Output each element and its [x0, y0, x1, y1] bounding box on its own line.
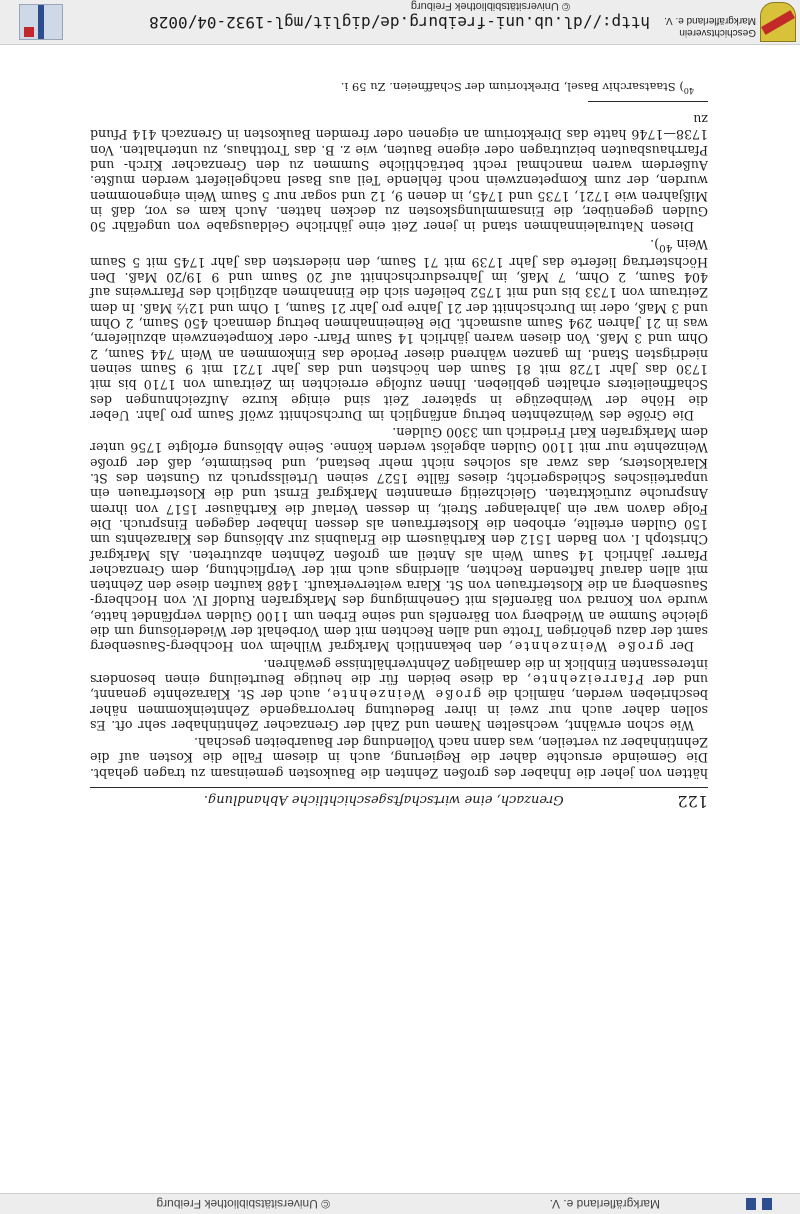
footnote-reference[interactable]: 40	[659, 241, 673, 254]
permalink-url[interactable]: http://dl.ub.uni-freiburg.de/diglit/mgl-1932-04/0028	[149, 13, 650, 32]
society-crest-icon[interactable]	[760, 2, 796, 42]
bottom-logo-icon	[762, 1198, 772, 1210]
running-title: Grenzach, eine wirtschaftsgeschichtliche Abhandlung.	[203, 792, 564, 807]
viewer-top-bar	[0, 0, 800, 45]
society-name: Geschichtsverein Markgräflerland e. V.	[664, 15, 756, 38]
bottom-society-name: Markgräflerland e. V.	[549, 1197, 660, 1211]
bottom-library-credit: © Universitätsbibliothek Freiburg	[156, 1197, 330, 1211]
footnote-divider	[588, 101, 708, 102]
paragraph-5: Diesen Naturaleinnahmen stand in jener Zeit eine jährliche Geldausgabe von ungefähr 50 Gulden gegenüber, die Einsammlungskosten zu decken hatten. Auch kam es vor, daß in Mißjahren wie 1721, 1735 und 1745, in denen 9, 12 und sogar nur 5 Saum Wein eingenommen wurden, der zum Kompetenzwein noch fehlende Teil aus Basel nachgeliefert werden mußte. Außerdem waren manchmal recht beträchtliche Summen zu den Grenzacher Kirch- und Pfarrhausbauten beizutragen oder eigene Bauten, wie z. B. das Trotthaus, zu unterhalten. Von 1738—1746 hatte das Direktorium an eigenen oder fremden Baukosten in Grenzach 414 Pfund zu	[90, 112, 708, 235]
footnote: $^{40}$) Staatsarchiv Basel, Direktorium der Schaffneien. Zu 59 i.	[340, 79, 694, 95]
library-logo-icon[interactable]	[19, 4, 63, 40]
bottom-logo-icon-2	[746, 1198, 756, 1210]
paragraph-1: hätten von jeher die Inhaber des großen Zehnten die Baukosten gemeinsam zu tragen gehabt. Die Gemeinde ersuchte daher die Regierung, auch in diesem Falle die Kosten auf die Zehntinhaber zu verteilen, was dann nach Vollendung der Bauarbeiten geschah.	[90, 735, 708, 781]
viewer-bottom-bar	[0, 1193, 800, 1214]
paragraph-4: Die Größe des Weinzehnten betrug anfänglich im Durchschnitt zwölf Saum pro Jahr. Ueber die Höhe der Weinbezüge in späterer Zeit sind einige kurze Aufzeichnungen des Schaffneileiters erhalten geblieben. Ihnen zufolge erreichten im Zeitraum von 1710 bis mit 1730 das Jahr 1728 mit 81 Saum den höchsten und das Jahr 1721 mit 9 Saum seinen niedrigsten Stand. Im ganzen während dieser Periode das Einkommen an Wein 744 Saum, 2 Ohm und 3 Maß. Von diesen waren jährlich 14 Saum Pfarr- oder Kompetenzwein abzuliefern, was in 21 Jahren 294 Saum ausmacht. Die Reineinnahmen betrug demnach 450 Saum, 2 Ohm und 3 Maß, oder im Durchschnitt der 21 Jahre pro Jahr 21 Saum, 1 Ohm und 12½ Maß. In dem Zeitraum von 1733 bis und mit 1752 beliefen sich die Einnahmen abzüglich des Pfarrweins auf 404 Saum, 2 Ohm, 7 Maß, im Jahresdurchschnitt auf 20 Saum und 9 19/20 Maß. Den Höchstertrag lieferte das Jahr 1739 mit 71 Saum, den niedersten das Jahr 1745 mit 5 Saum Wein $^{40}$).	[90, 236, 708, 423]
page-text-block	[90, 78, 708, 809]
scanned-page	[0, 44, 800, 1193]
library-credit: © Universitätsbibliothek Freiburg	[410, 0, 570, 12]
paragraph-3: Der große Weinzehnte, den bekanntlich Markgraf Wilhelm von Hochberg-Sausenberg samt der dazu gehörigen Trotte und allen Rechten mit dem Vorbehalt der Wiederlösung um die gleiche Summe an Wiedberg von Bärenfels und seine Erben um 1100 Gulden verpfändet hatte, wurde von Konrad von Bärenfels mit Genehmigung des Markgrafen Rudolf IV. von Hochberg-Sausenberg an die Klosterfrauen von St. Klara weiterverkauft. 1488 kauften diese den Zehnten mit allen darauf haftenden Rechten, allerdings auch mit der Verpflichtung, dem Grenzacher Pfarrer jährlich 14 Saum Wein als Anteil am großen Zehnten abzutreten. Als Markgraf Christoph I. von Baden 1512 den Karthäusern die Erlaubnis zur Ablösung des Klarazehnts um 150 Gulden erteilte, erhoben die Klosterfrauen als dessen Inhaber dagegen Einspruch. Die Folge davon war ein jahrelanger Streit, in dessen Verlauf die Karthäuser 1517 von ihrem Anspruche zurücktraten. Gleichzeitig ernannten Markgraf Ernst und die Klosterfrauen ein unparteiisches Schiedsgericht; dieses fällte 1527 seinen Urteilsspruch zu Gunsten des St. Klaraklosters, das zwar als solches nicht mehr bestand, und bestimmte, daß der große Weinzehnte nur mit 1100 Gulden abgelöst werden könne. Seine Ablösung erfolgte 1756 unter dem Markgrafen Karl Friedrich um 3300 Gulden.	[90, 425, 708, 655]
paragraph-2: Wie schon erwähnt, wechselten Namen und Zahl der Grenzacher Zehntinhaber sehr oft. Es sollen daher auch nur zwei in ihrer Bedeutung hervorragende Zehnteinkommen näher beschrieben werden, nämlich die große Weinzehnte, auch der St. Klarazehnte genannt, und der Pfarreizehnte, da diese beiden für die heutige Beurteilung einen besonders interessanten Einblick in die damaligen Zehntverhältnisse gewähren.	[89, 656, 708, 733]
page-number: 122	[677, 792, 708, 811]
running-header	[90, 787, 708, 809]
